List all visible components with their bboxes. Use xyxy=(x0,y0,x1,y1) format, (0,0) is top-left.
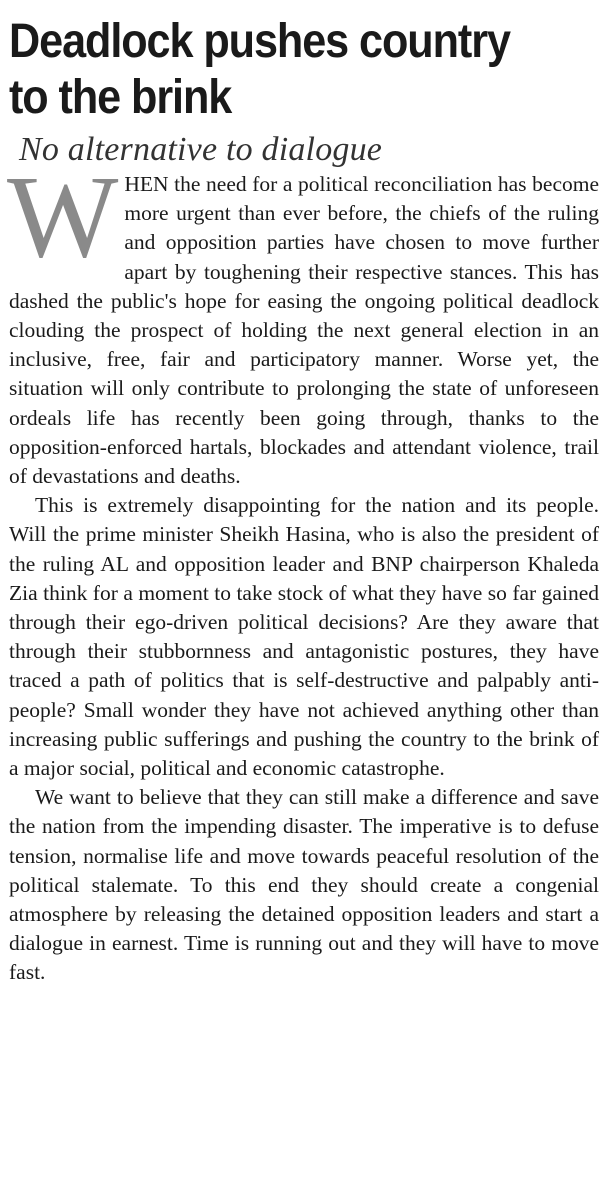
paragraph-3: We want to believe that they can still make a difference and save the nation from the impending disaster. The imperative is to defuse tension, normalise life and move towards peaceful resolution of the political stalemate. To this end they should create a congenial atmosphere by releasing the detained opposition leaders and start a dialogue in earnest. Time is running out and they will have to move fast. xyxy=(9,785,599,985)
paragraph-1 xyxy=(7,151,599,491)
drop-cap: W xyxy=(7,151,119,282)
paragraph-1-text: HEN the need for a political reconciliation has become more urgent than ever before, the chiefs of the ruling and opposition parties have chosen to move further apart by toughening their respective stances. This has dashed the public's hope for easing the ongoing political deadlock clouding the prospect of holding the next general election in an inclusive, free, fair and participatory manner. Worse yet, the situation will only contribute to prolonging the state of unforeseen ordeals life has recently been going through, thanks to the opposition-enforced hartals, blockades and attendant violence, trail of devastations and deaths. xyxy=(9,172,599,489)
article-body xyxy=(7,151,599,988)
headline-line-2: to the brink xyxy=(9,71,232,124)
headline xyxy=(9,14,594,126)
subheadline: No alternative to dialogue xyxy=(19,131,383,168)
paragraph-2: This is extremely disappointing for the nation and its people. Will the prime minister Sheikh Hasina, who is also the president of the ruling AL and opposition leader and BNP chairperson Khaleda Zia think for a moment to take stock of what they have so far gained through their ego-driven political decisions? Are they aware that through their stubbornness and antagonistic postures, they have traced a path of politics that is self-destructive and palpably anti-people? Small wonder they have not achieved anything other than increasing public sufferings and pushing the country to the brink of a major social, political and economic catastrophe. xyxy=(9,493,599,781)
editorial-article xyxy=(9,14,599,988)
headline-line-1: Deadlock pushes country xyxy=(9,15,510,68)
